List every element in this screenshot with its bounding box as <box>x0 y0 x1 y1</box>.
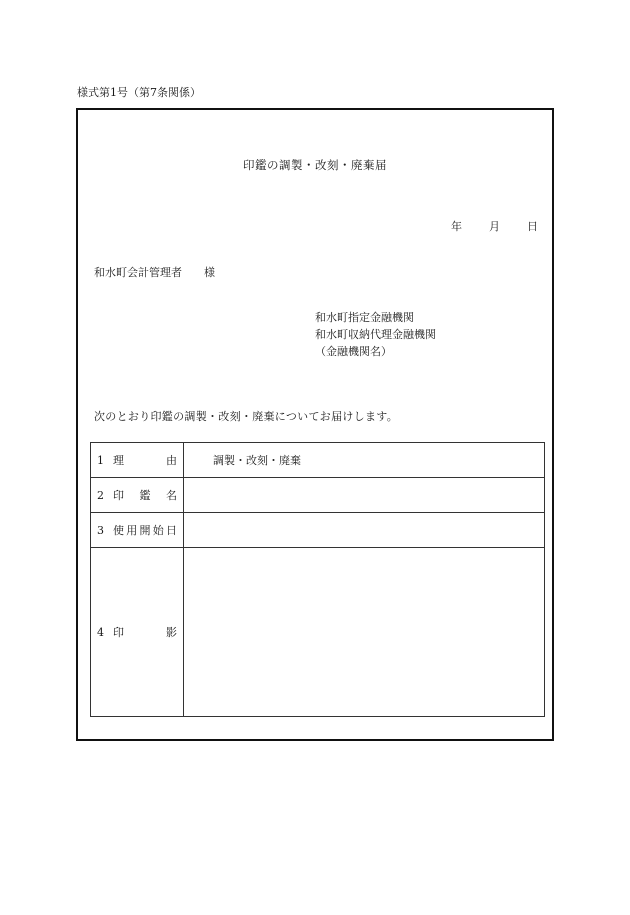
label-char: 鑑 <box>139 489 151 502</box>
row-number: 1 <box>97 453 104 467</box>
date-year-label: 年 <box>451 220 462 233</box>
row-label-cell <box>91 478 184 513</box>
label-char: 印 <box>113 626 124 639</box>
row-number: 3 <box>97 523 104 537</box>
table-row-start-date <box>91 513 545 548</box>
label-char: 理 <box>113 454 124 467</box>
form-title: 印鑑の調製・改刻・廃棄届 <box>243 158 387 172</box>
row-label-cell <box>91 513 184 548</box>
label-char: 開 <box>139 524 151 537</box>
form-number-label: 様式第1号（第7条関係） <box>77 86 201 99</box>
label-char: 始 <box>152 524 164 537</box>
row-label-cell <box>91 443 184 478</box>
reason-value-cell[interactable]: 調製・改刻・廃棄 <box>184 443 545 478</box>
label-char: 用 <box>126 524 138 537</box>
row-label-reason <box>113 452 177 468</box>
row-label-start-date <box>113 522 177 538</box>
start-date-value-cell[interactable] <box>184 513 545 548</box>
sender-line-2: 和水町収納代理金融機関 <box>315 328 436 341</box>
row-number: 2 <box>97 488 104 502</box>
seal-name-value-cell[interactable] <box>184 478 545 513</box>
seal-impression-value-cell[interactable] <box>184 548 545 717</box>
row-label-seal-name <box>113 487 177 503</box>
row-label-seal-impression <box>113 624 177 640</box>
date-month-label: 月 <box>489 220 500 233</box>
sender-block <box>315 309 436 360</box>
label-char: 日 <box>166 524 177 537</box>
table-row-seal-impression <box>91 548 545 717</box>
addressee <box>94 264 215 280</box>
row-number: 4 <box>97 625 104 639</box>
label-char: 印 <box>113 489 124 502</box>
row-label-cell <box>91 548 184 717</box>
sender-line-1: 和水町指定金融機関 <box>315 311 414 324</box>
label-char: 由 <box>166 454 177 467</box>
label-char: 使 <box>113 524 124 537</box>
label-char: 影 <box>166 626 177 639</box>
label-char: 名 <box>166 489 177 502</box>
sender-line-3: （金融機関名） <box>315 345 392 358</box>
date-line <box>424 218 538 234</box>
date-day-label: 日 <box>527 220 538 233</box>
addressee-honorific: 様 <box>204 266 215 279</box>
declaration-text: 次のとおり印鑑の調製・改刻・廃棄についてお届けします。 <box>94 410 398 423</box>
addressee-name: 和水町会計管理者 <box>94 266 182 279</box>
table-row-reason <box>91 443 545 478</box>
form-frame <box>76 108 554 741</box>
table-row-seal-name <box>91 478 545 513</box>
items-table <box>90 442 545 717</box>
